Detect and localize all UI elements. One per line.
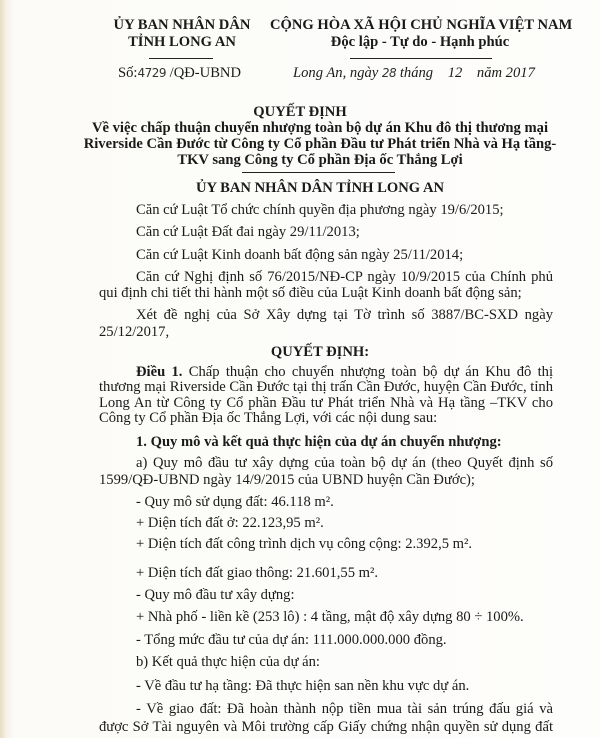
article-text: Long An từ Công ty Cổ phần Đầu tư Phát triển Nhà và Hạ tầng –TKV cho	[99, 395, 553, 411]
subtitle-line: Riverside Cần Đước từ Công ty Cổ phần Đầu tư Phát triển Nhà và Hạ tầng-	[83, 136, 557, 152]
section-line: - Về giao đất: Đã hoàn thành nộp tiền mua tài sản trúng đấu giá và	[136, 701, 553, 717]
section-line: - Quy mô sử dụng đất: 46.118 m².	[136, 494, 334, 510]
national-motto: Độc lập - Tự do - Hạnh phúc	[330, 34, 510, 50]
legal-basis: Căn cứ Luật Kinh doanh bất động sản ngày 25/11/2014;	[136, 247, 464, 263]
issuer-name-line1: ỦY BAN NHÂN DÂN	[113, 17, 251, 33]
section-line: + Diện tích đất giao thông: 21.601,55 m².	[136, 565, 379, 581]
article-text: Công ty Cổ phần Địa ốc Thắng Lợi, với các nội dung sau:	[99, 410, 438, 426]
article-text: thương mại Riverside Cần Đước tại thị trấn Cần Đước, huyện Cần Đước, tỉnh	[99, 379, 553, 395]
section-line: + Diện tích đất ở: 22.123,95 m².	[136, 515, 324, 531]
section-line: - Quy mô đầu tư xây dựng:	[136, 587, 295, 603]
subtitle-line: TKV sang Công ty Cổ phần Địa ốc Thắng Lợi	[177, 152, 463, 168]
date-day: 28	[381, 66, 397, 80]
document-date	[293, 64, 535, 82]
section-line: - Tổng mức đầu tư của dự án: 111.000.000.000 đồng.	[136, 632, 447, 648]
article-text: Chấp thuận cho chuyển nhượng toàn bộ dự án Khu đô thị	[182, 364, 553, 380]
date-month-label: tháng	[396, 65, 437, 81]
section-line: được Sở Tài nguyên và Môi trường cấp Giấy chứng nhận quyền sử dụng đất	[99, 719, 553, 735]
issuer-name-line2: TỈNH LONG AN	[128, 34, 236, 50]
header-left-divider	[149, 58, 213, 59]
proposal-cont: 25/12/2017,	[99, 324, 170, 340]
issuing-authority: ỦY BAN NHÂN DÂN TỈNH LONG AN	[195, 180, 445, 196]
proposal: Xét đề nghị của Sở Xây dựng tại Tờ trình số 3887/BC-SXD ngày	[136, 307, 553, 323]
document-number	[118, 64, 241, 82]
section-heading: 1. Quy mô và kết quả thực hiện của dự án chuyển nhượng:	[136, 434, 502, 450]
handwritten-number: 4729	[137, 66, 167, 80]
title-divider	[242, 172, 395, 173]
article-label: Điều 1.	[136, 364, 183, 380]
decision-heading: QUYẾT ĐỊNH:	[270, 344, 370, 360]
section-line: 1599/QĐ-UBND ngày 14/9/2015 của UBND huyện Cần Đước);	[99, 472, 475, 488]
section-line: + Diện tích đất công trình dịch vụ công cộng: 2.392,5 m².	[136, 536, 473, 552]
section-line: + Nhà phố - liền kề (253 lô) : 4 tầng, mật độ xây dựng 80 ÷ 100%.	[136, 609, 524, 625]
document-title: QUYẾT ĐỊNH	[253, 104, 347, 120]
subtitle-line: Về việc chấp thuận chuyển nhượng toàn bộ dự án Khu đô thị thương mại	[91, 120, 549, 136]
legal-basis-cont: qui định chi tiết thi hành một số điều của Luật Kinh doanh bất động sản;	[99, 285, 522, 301]
date-prefix: Long An, ngày	[293, 65, 382, 81]
section-line: b) Kết quả thực hiện của dự án:	[136, 654, 320, 670]
date-month: 12	[447, 65, 463, 81]
legal-basis: Căn cứ Luật Tổ chức chính quyền địa phương ngày 19/6/2015;	[136, 202, 504, 218]
header-right-divider	[350, 58, 492, 59]
section-line: a) Quy mô đầu tư xây dựng của toàn bộ dự án (theo Quyết định số	[136, 455, 553, 471]
number-suffix: /QĐ-UBND	[166, 65, 242, 81]
legal-basis: Căn cứ Luật Đất đai ngày 29/11/2013;	[136, 224, 360, 240]
national-title: CỘNG HÒA XÃ HỘI CHỦ NGHĨA VIỆT NAM	[270, 17, 573, 33]
section-line: - Về đầu tư hạ tầng: Đã thực hiện san nền khu vực dự án.	[136, 678, 470, 694]
number-prefix: Số:	[118, 65, 138, 81]
date-year: năm 2017	[473, 65, 535, 81]
legal-basis: Căn cứ Nghị định số 76/2015/NĐ-CP ngày 10/9/2015 của Chính phủ	[136, 269, 553, 285]
